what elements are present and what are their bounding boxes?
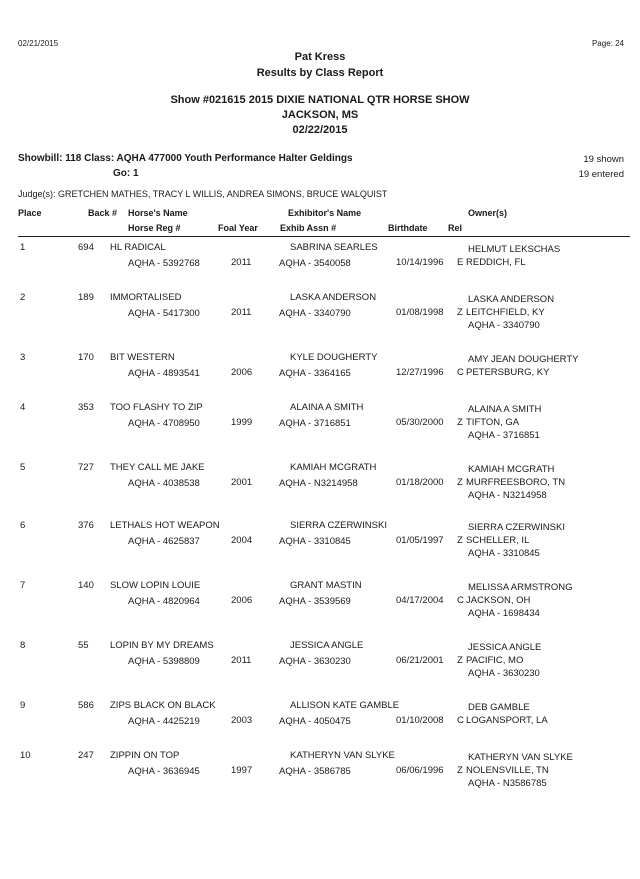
exhib-assn: AQHA - N3214958	[279, 478, 358, 489]
horse-reg: AQHA - 4893541	[128, 368, 200, 379]
birthdate: 01/18/2000	[396, 477, 444, 488]
owner-assn: AQHA - 3716851	[468, 430, 540, 441]
horse-name: ZIPS BLACK ON BLACK	[110, 700, 216, 711]
foal-year: 1997	[231, 765, 253, 776]
report-title: Results by Class Report	[256, 67, 384, 79]
foal-year: 2006	[231, 367, 253, 378]
horse-reg: AQHA - 3636945	[128, 766, 200, 777]
back-number: 694	[78, 242, 94, 253]
owner-city: LOGANSPORT, LA	[466, 715, 548, 726]
header-rule	[18, 236, 630, 237]
show-location: JACKSON, MS	[281, 109, 359, 121]
exhib-assn: AQHA - 3539569	[279, 596, 351, 607]
table-row	[0, 520, 640, 580]
exhib-assn: AQHA - 3364165	[279, 368, 351, 379]
horse-reg: AQHA - 4625837	[128, 536, 200, 547]
birthdate: 04/17/2004	[396, 595, 444, 606]
exhibitor-name: ALAINA A SMITH	[290, 402, 364, 413]
birthdate: 05/30/2000	[396, 417, 444, 428]
horse-name: BIT WESTERN	[110, 352, 175, 363]
owner-name: MELISSA ARMSTRONG	[468, 582, 573, 593]
owner-city: TIFTON, GA	[466, 417, 520, 428]
back-number: 353	[78, 402, 94, 413]
foal-year: 1999	[231, 417, 253, 428]
col-horse-name: Horse's Name	[128, 208, 188, 218]
horse-name: TOO FLASHY TO ZIP	[110, 402, 203, 413]
horse-name: LOPIN BY MY DREAMS	[110, 640, 214, 651]
relation: Z	[457, 477, 463, 488]
horse-name: LETHALS HOT WEAPON	[110, 520, 220, 531]
birthdate: 01/05/1997	[396, 535, 444, 546]
col-owner: Owner(s)	[468, 208, 508, 218]
place: 6	[20, 520, 26, 531]
exhibitor-name: LASKA ANDERSON	[290, 292, 377, 303]
horse-reg: AQHA - 4820964	[128, 596, 200, 607]
col-place: Place	[18, 208, 42, 218]
back-number: 140	[78, 580, 94, 591]
birthdate: 01/10/2008	[396, 715, 444, 726]
horse-name: IMMORTALISED	[110, 292, 182, 303]
relation: Z	[457, 655, 463, 666]
table-row	[0, 640, 640, 700]
owner-city: SCHELLER, IL	[466, 535, 530, 546]
exhib-assn: AQHA - 4050475	[279, 716, 351, 727]
back-number: 170	[78, 352, 94, 363]
show-date: 02/22/2015	[292, 124, 348, 136]
foal-year: 2011	[231, 257, 252, 268]
exhibitor-name: KAMIAH MCGRATH	[290, 462, 377, 473]
col-rel: Rel	[448, 223, 463, 233]
col-birthdate: Birthdate	[388, 223, 428, 233]
exhibitor-name: SIERRA CZERWINSKI	[290, 520, 387, 531]
owner-assn: AQHA - 1698434	[468, 608, 540, 619]
relation: Z	[457, 307, 463, 318]
owner-assn: AQHA - 3310845	[468, 548, 540, 559]
judges-line: Judge(s): GRETCHEN MATHES, TRACY L WILLIS, ANDREA SIMONS, BRUCE WALQUIST	[18, 189, 388, 199]
horse-name: ZIPPIN ON TOP	[110, 750, 180, 761]
owner-name: JESSICA ANGLE	[468, 642, 542, 653]
table-row	[0, 580, 640, 640]
owner-name: KAMIAH MCGRATH	[468, 464, 555, 475]
owner-city: LEITCHFIELD, KY	[466, 307, 545, 318]
exhibitor-name: GRANT MASTIN	[290, 580, 362, 591]
birthdate: 12/27/1996	[396, 367, 444, 378]
owner-name: SIERRA CZERWINSKI	[468, 522, 565, 533]
owner-assn: AQHA - N3214958	[468, 490, 547, 501]
horse-name: SLOW LOPIN LOUIE	[110, 580, 201, 591]
print-date: 02/21/2015	[18, 39, 59, 48]
table-row	[0, 292, 640, 352]
birthdate: 06/21/2001	[396, 655, 444, 666]
owner-name: DEB GAMBLE	[468, 702, 530, 713]
foal-year: 2011	[231, 655, 252, 666]
col-exhibitor-name: Exhibitor's Name	[288, 208, 362, 218]
place: 5	[20, 462, 26, 473]
place: 2	[20, 292, 26, 303]
horse-name: THEY CALL ME JAKE	[110, 462, 205, 473]
horse-reg: AQHA - 4038538	[128, 478, 200, 489]
col-exhib-assn: Exhib Assn #	[280, 223, 337, 233]
exhib-assn: AQHA - 3716851	[279, 418, 351, 429]
foal-year: 2001	[231, 477, 253, 488]
owner-city: JACKSON, OH	[466, 595, 531, 606]
relation: Z	[457, 535, 463, 546]
back-number: 586	[78, 700, 94, 711]
exhibitor-name: JESSICA ANGLE	[290, 640, 364, 651]
owner-city: NOLENSVILLE, TN	[466, 765, 549, 776]
class-line: Showbill: 118 Class: AQHA 477000 Youth Performance Halter Geldings	[18, 153, 353, 164]
exhibitor-name: KYLE DOUGHERTY	[290, 352, 378, 363]
table-row	[0, 750, 640, 810]
back-number: 55	[78, 640, 89, 651]
exhib-assn: AQHA - 3310845	[279, 536, 351, 547]
back-number: 727	[78, 462, 94, 473]
place: 3	[20, 352, 26, 363]
exhibitor-name: SABRINA SEARLES	[290, 242, 378, 253]
exhibitor-name: ALLISON KATE GAMBLE	[290, 700, 400, 711]
owner-city: PETERSBURG, KY	[466, 367, 550, 378]
go-number: Go: 1	[113, 168, 139, 179]
owner-name: LASKA ANDERSON	[468, 294, 555, 305]
place: 9	[20, 700, 26, 711]
col-back: Back #	[88, 208, 118, 218]
back-number: 247	[78, 750, 94, 761]
horse-reg: AQHA - 5417300	[128, 308, 200, 319]
place: 1	[20, 242, 26, 253]
foal-year: 2011	[231, 307, 252, 318]
birthdate: 10/14/1996	[396, 257, 444, 268]
owner-name: ALAINA A SMITH	[468, 404, 542, 415]
exhib-assn: AQHA - 3340790	[279, 308, 351, 319]
horse-reg: AQHA - 4425219	[128, 716, 200, 727]
place: 10	[20, 750, 31, 761]
owner-city: REDDICH, FL	[466, 257, 526, 268]
table-row	[0, 402, 640, 462]
show-title: Show #021615 2015 DIXIE NATIONAL QTR HORSE SHOW	[170, 94, 470, 106]
owner-assn: AQHA - 3630230	[468, 668, 540, 679]
foal-year: 2004	[231, 535, 253, 546]
report-name: Pat Kress	[294, 51, 346, 63]
back-number: 376	[78, 520, 94, 531]
exhib-assn: AQHA - 3630230	[279, 656, 351, 667]
foal-year: 2006	[231, 595, 253, 606]
col-horse-reg: Horse Reg #	[128, 223, 181, 233]
horse-reg: AQHA - 5392768	[128, 258, 200, 269]
exhib-assn: AQHA - 3586785	[279, 766, 351, 777]
foal-year: 2003	[231, 715, 253, 726]
birthdate: 01/08/1998	[396, 307, 444, 318]
exhibitor-name: KATHERYN VAN SLYKE	[290, 750, 395, 761]
col-foal-year: Foal Year	[218, 223, 258, 233]
entered-count: 19 entered	[578, 169, 624, 180]
horse-reg: AQHA - 4708950	[128, 418, 200, 429]
owner-name: KATHERYN VAN SLYKE	[468, 752, 573, 763]
relation: Z	[457, 417, 463, 428]
owner-name: HELMUT LEKSCHAS	[468, 244, 561, 255]
relation: C	[457, 367, 464, 378]
owner-name: AMY JEAN DOUGHERTY	[468, 354, 579, 365]
table-row	[0, 462, 640, 522]
place: 8	[20, 640, 26, 651]
owner-assn: AQHA - N3586785	[468, 778, 547, 789]
page-number: Page: 24	[591, 39, 624, 48]
relation: E	[457, 257, 464, 268]
owner-city: MURFREESBORO, TN	[466, 477, 566, 488]
owner-assn: AQHA - 3340790	[468, 320, 540, 331]
relation: C	[457, 715, 464, 726]
horse-reg: AQHA - 5398809	[128, 656, 200, 667]
exhib-assn: AQHA - 3540058	[279, 258, 351, 269]
horse-name: HL RADICAL	[110, 242, 166, 253]
back-number: 189	[78, 292, 94, 303]
relation: C	[457, 595, 464, 606]
birthdate: 06/06/1996	[396, 765, 444, 776]
place: 7	[20, 580, 26, 591]
owner-city: PACIFIC, MO	[466, 655, 524, 666]
shown-count: 19 shown	[583, 154, 624, 165]
relation: Z	[457, 765, 463, 776]
place: 4	[20, 402, 26, 413]
